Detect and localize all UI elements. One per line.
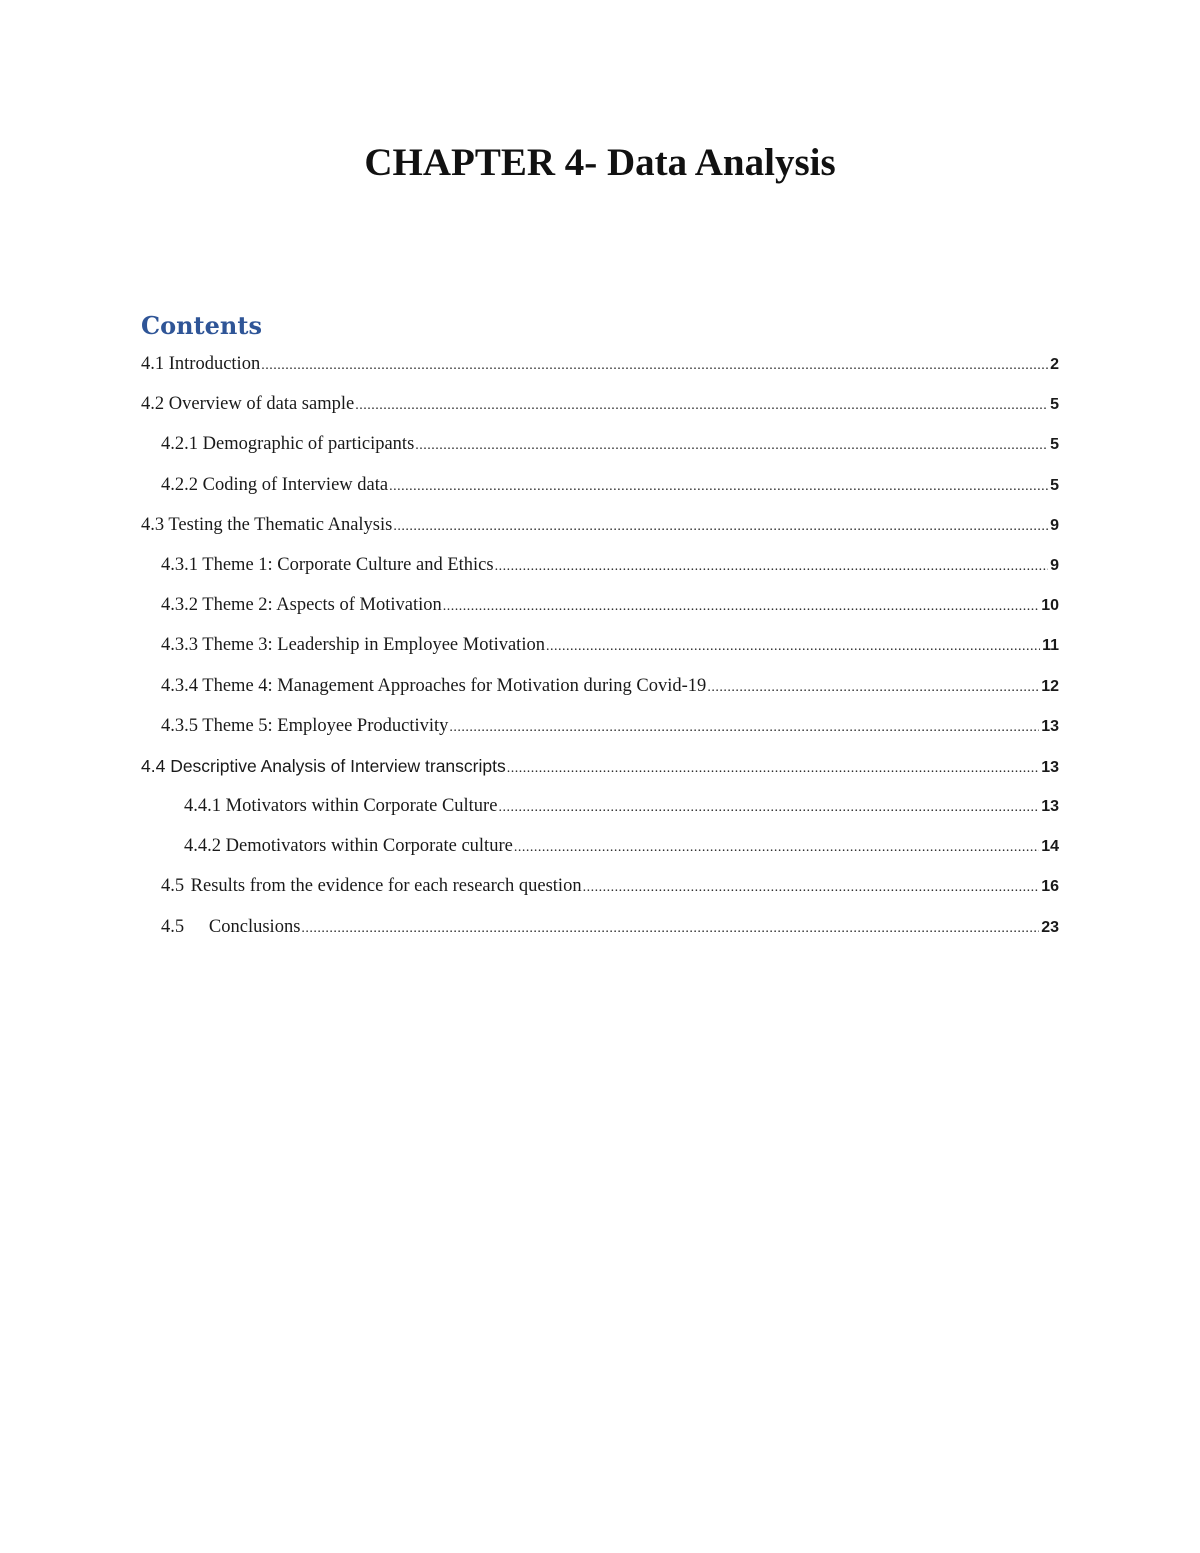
toc-page-number: 14 (1041, 838, 1059, 856)
toc-entry-4-4[interactable] (141, 752, 1059, 792)
toc-entry-4-5-results[interactable] (141, 872, 1059, 912)
toc-entry-4-3-1[interactable] (141, 551, 1059, 591)
toc-dot-leader (514, 834, 1039, 862)
toc-page-number: 10 (1041, 597, 1059, 615)
toc-dot-leader (449, 714, 1039, 742)
toc-page-number: 11 (1042, 637, 1059, 655)
toc-entry-4-3-2[interactable] (141, 591, 1059, 631)
toc-entry-label: 4.2.2 Coding of Interview data (161, 474, 389, 495)
toc-entry-4-2-1[interactable] (141, 430, 1059, 470)
toc-entry-4-4-1[interactable] (141, 792, 1059, 832)
toc-entry-4-3-3[interactable] (141, 631, 1059, 671)
toc-dot-leader (707, 674, 1039, 702)
table-of-contents (141, 350, 1059, 953)
toc-entry-label: 4.1 Introduction (141, 354, 261, 374)
toc-entry-4-3-5[interactable] (141, 712, 1059, 752)
toc-dot-leader (261, 352, 1048, 380)
toc-entry-label: 4.4.2 Demotivators within Corporate culture (184, 836, 513, 857)
toc-entry-label: 4.2.1 Demographic of participants (161, 434, 415, 455)
toc-page-number: 9 (1050, 556, 1059, 574)
toc-entry-label: 4.3.1 Theme 1: Corporate Culture and Ethics (161, 554, 494, 575)
toc-page-number: 13 (1041, 798, 1059, 816)
toc-dot-leader (498, 794, 1039, 822)
toc-dot-leader (389, 473, 1048, 501)
toc-entry-label: 4.3.2 Theme 2: Aspects of Motivation (161, 595, 442, 616)
toc-page-number: 12 (1041, 677, 1059, 695)
toc-dot-leader (393, 513, 1048, 541)
toc-page-number: 2 (1050, 356, 1059, 373)
toc-entry-4-4-2[interactable] (141, 832, 1059, 872)
toc-page-number: 13 (1041, 758, 1059, 776)
toc-entry-label: 4.3.3 Theme 3: Leadership in Employee Motivation (161, 635, 545, 656)
toc-entry-number: 4.5 (161, 916, 185, 937)
toc-dot-leader (301, 915, 1039, 943)
toc-page-number: 13 (1041, 717, 1059, 735)
toc-page-number: 16 (1041, 878, 1059, 896)
toc-entry-label: Conclusions (208, 916, 301, 937)
toc-entry-4-5-conclusions[interactable] (141, 913, 1059, 953)
toc-entry-4-2-2[interactable] (141, 471, 1059, 511)
toc-dot-leader (583, 874, 1040, 902)
toc-entry-4-3-4[interactable] (141, 672, 1059, 712)
toc-page-number: 9 (1050, 516, 1059, 534)
chapter-title: CHAPTER 4- Data Analysis (364, 141, 836, 184)
toc-dot-leader (443, 593, 1039, 621)
toc-entry-label: Results from the evidence for each research question (190, 876, 582, 897)
toc-entry-4-1[interactable] (141, 350, 1059, 390)
toc-page-number: 5 (1050, 476, 1059, 494)
toc-entry-label: 4.3.4 Theme 4: Management Approaches for Motivation during Covid-19 (161, 675, 707, 696)
toc-entry-label: 4.4.1 Motivators within Corporate Culture (184, 796, 498, 817)
toc-page-number: 5 (1050, 396, 1059, 414)
toc-dot-leader (507, 755, 1039, 783)
toc-dot-leader (495, 553, 1049, 581)
toc-dot-leader (415, 432, 1048, 460)
toc-entry-number: 4.5 (161, 876, 185, 897)
toc-entry-4-3[interactable] (141, 511, 1059, 551)
toc-page-number: 23 (1041, 918, 1059, 936)
toc-entry-label: 4.4 Descriptive Analysis of Interview transcripts (141, 755, 506, 776)
toc-dot-leader (355, 392, 1048, 420)
toc-entry-label: 4.2 Overview of data sample (141, 394, 355, 415)
toc-entry-4-2[interactable] (141, 390, 1059, 430)
toc-dot-leader (546, 633, 1040, 661)
toc-page-number: 5 (1050, 436, 1059, 454)
toc-heading: Contents (141, 311, 262, 340)
toc-entry-label: 4.3 Testing the Thematic Analysis (141, 514, 393, 535)
toc-entry-label: 4.3.5 Theme 5: Employee Productivity (161, 715, 449, 736)
